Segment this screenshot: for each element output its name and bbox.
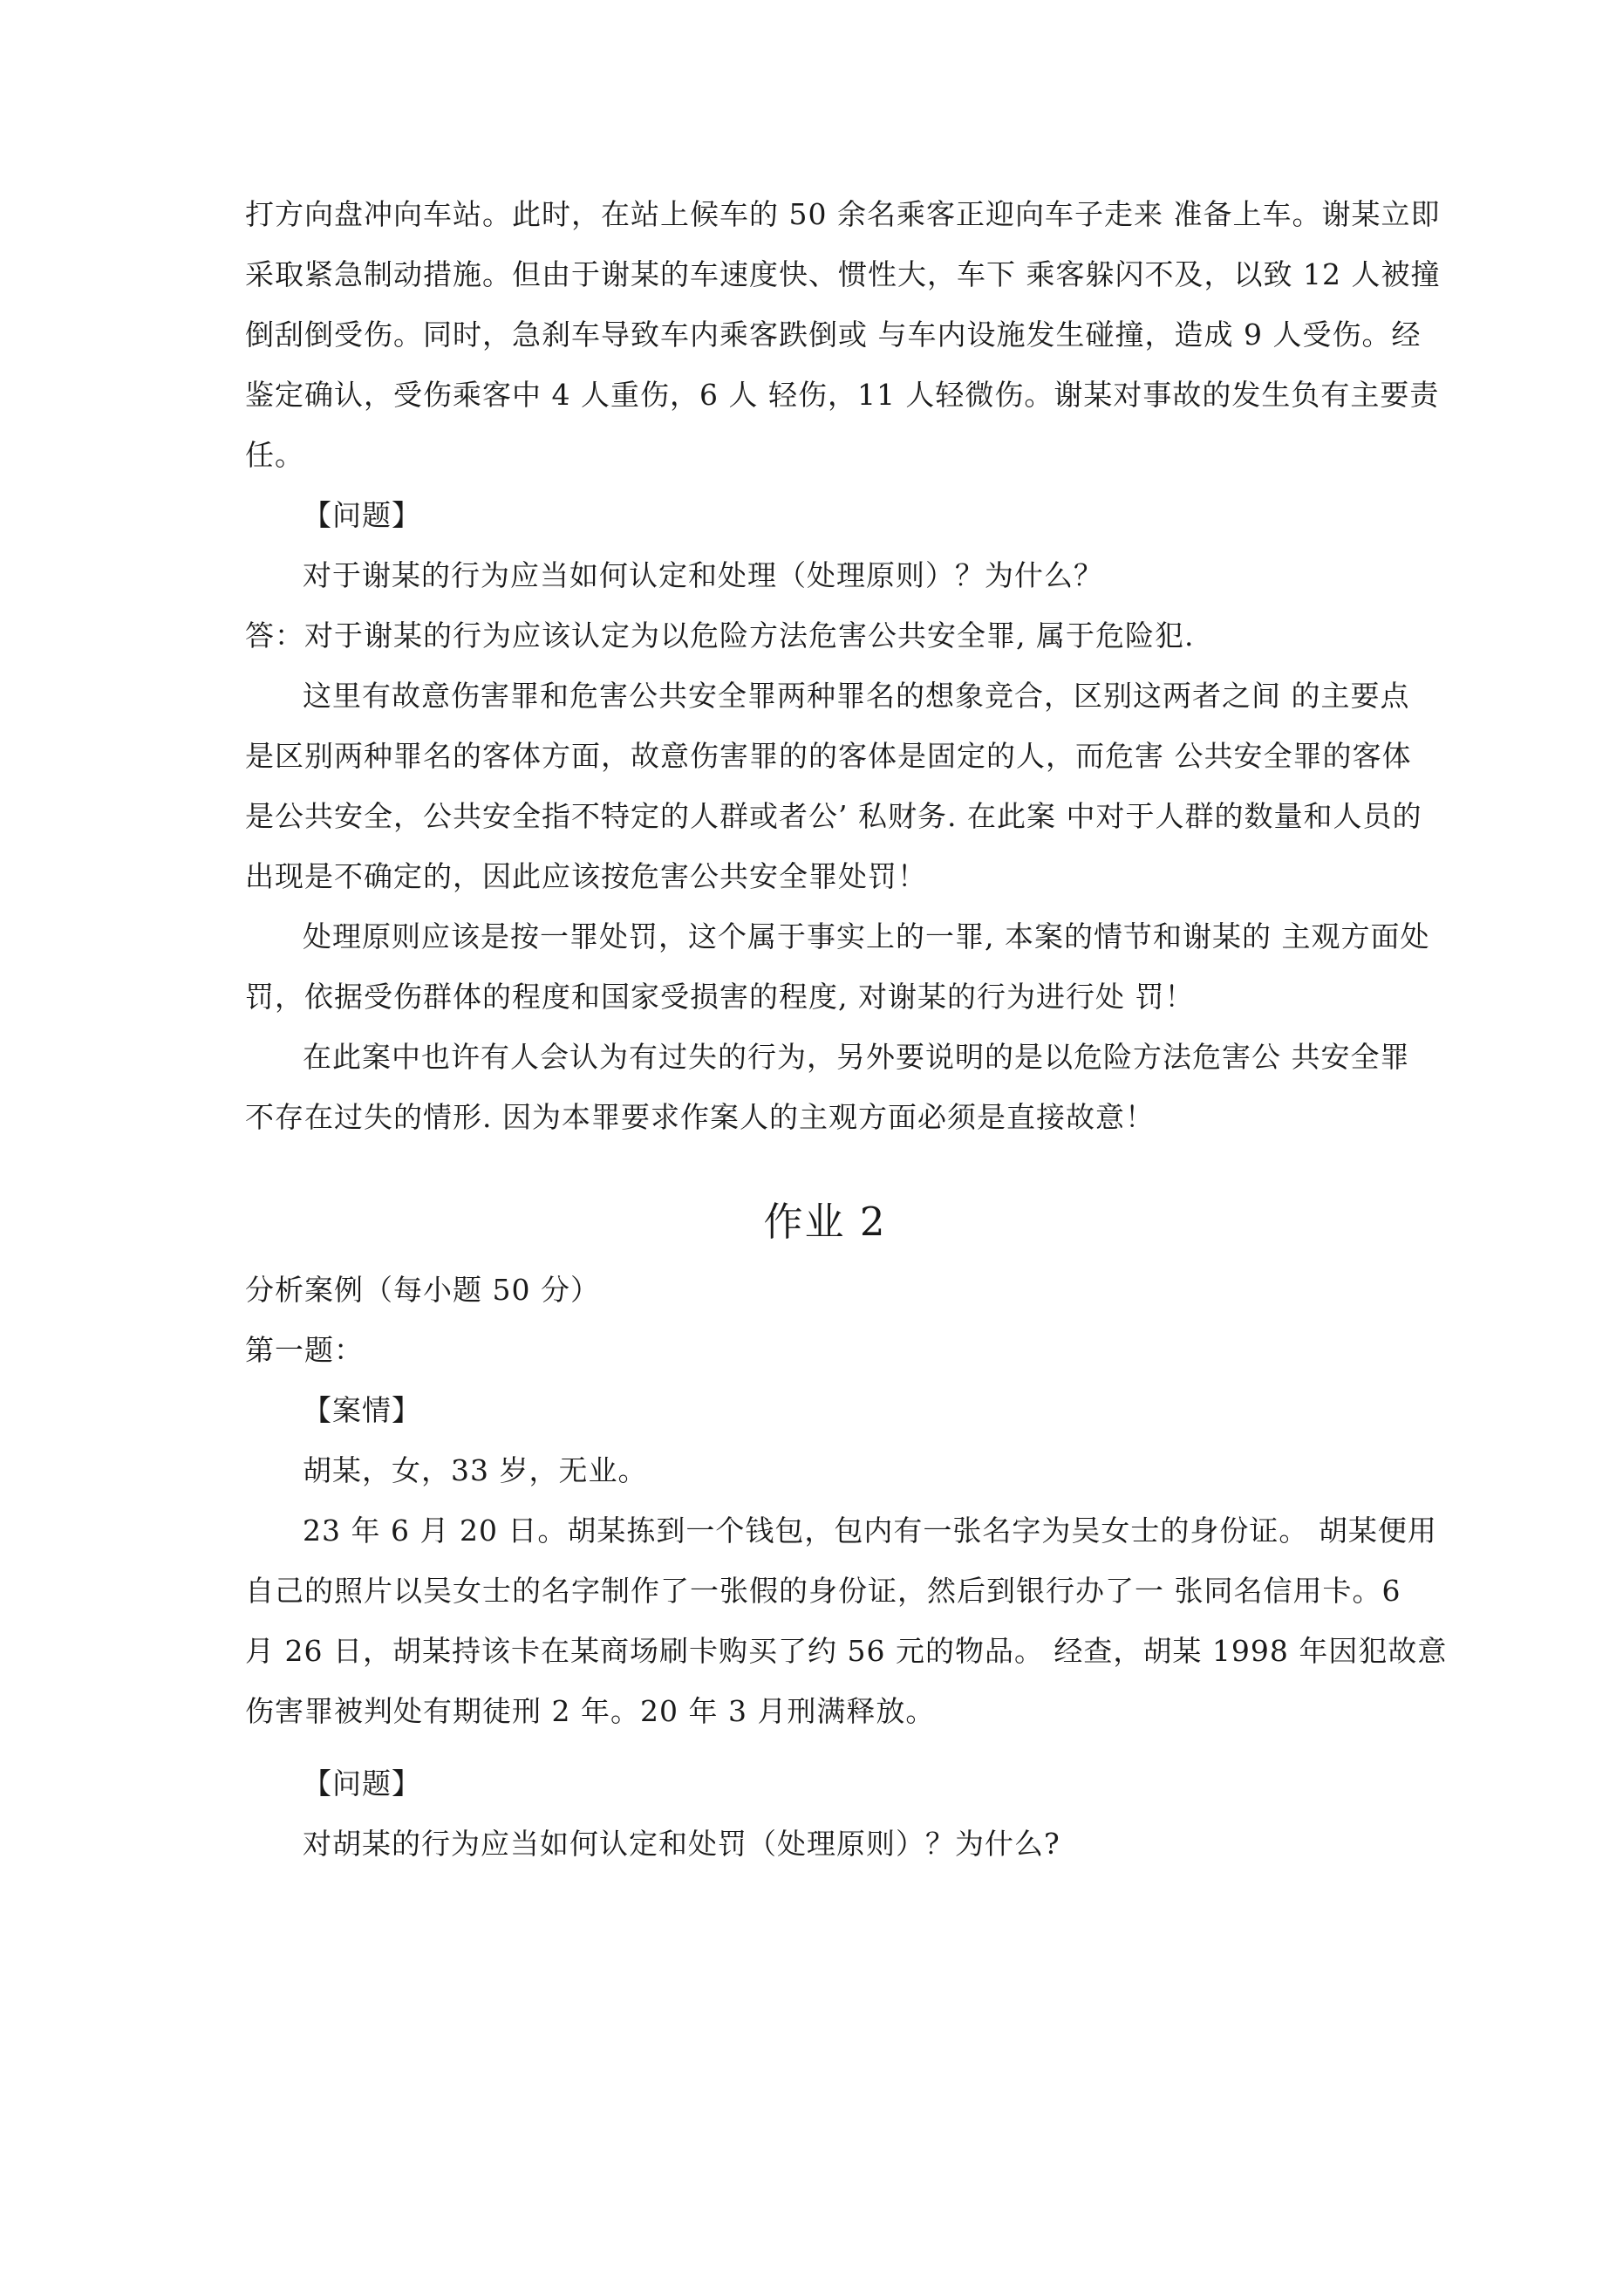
text-line: 自己的照片以吴女士的名字制作了一张假的身份证，然后到银行办了一 张同名信用卡。6	[245, 1574, 1401, 1608]
paragraph-case-2	[245, 1507, 1448, 1736]
text-line: 任。	[245, 438, 304, 472]
paragraph-case-facts	[245, 190, 1441, 480]
text-line: 处理原则应该是按一罪处罚，这个属于事实上的一罪, 本案的情节和谢某的 主观方面处	[303, 919, 1430, 953]
section-title: 作业 2	[763, 1199, 887, 1245]
question-label: 【问题】	[303, 498, 421, 532]
question-text: 对于谢某的行为应当如何认定和处理（处理原则）？为什么？	[303, 558, 1103, 592]
text-line: 23 年 6 月 20 日。胡某拣到一个钱包，包内有一张名字为吴女士的身份证。 胡某便用	[303, 1514, 1437, 1548]
answer-text: 答：对于谢某的行为应该认定为以危险方法危害公共安全罪, 属于危险犯.	[245, 618, 1195, 653]
paragraph-principle	[245, 912, 1430, 1022]
text-line: 鉴定确认，受伤乘客中 4 人重伤，6 人 轻伤，11 人轻微伤。谢某对事故的发生负有主要责	[245, 378, 1440, 412]
text-line: 罚，依据受伤群体的程度和国家受损害的程度, 对谢某的行为进行处 罚！	[245, 980, 1195, 1014]
question-text: 对胡某的行为应当如何认定和处罚（处理原则）？为什么?	[303, 1827, 1060, 1861]
case-label: 【案情】	[303, 1393, 421, 1427]
text-line: 在此案中也许有人会认为有过失的行为，另外要说明的是以危险方法危害公 共安全罪	[303, 1040, 1410, 1074]
text-line: 倒刮倒受伤。同时，急刹车导致车内乘客跌倒或 与车内设施发生碰撞，造成 9 人受伤。经	[245, 318, 1422, 352]
document-page	[245, 190, 1448, 1880]
text-line: 采取紧急制动措施。但由于谢某的车速度快、惯性大，车下 乘客躲闪不及，以致 12 人被撞	[245, 257, 1441, 291]
text-line: 打方向盘冲向车站。此时，在站上候车的 50 余名乘客正迎向车子走来 准备上车。谢某立即	[245, 197, 1441, 231]
text-line: 是区别两种罪名的客体方面，故意伤害罪的的客体是固定的人，而危害 公共安全罪的客体	[245, 739, 1412, 773]
question-label: 【问题】	[303, 1766, 421, 1801]
paragraph-note	[245, 1033, 1410, 1142]
text-line: 不存在过失的情形. 因为本罪要求作案人的主观方面必须是直接故意！	[245, 1100, 1155, 1134]
section-subtitle: 分析案例（每小题 50 分）	[245, 1273, 600, 1307]
paragraph-analysis	[245, 672, 1422, 901]
text-line: 出现是不确定的，因此应该按危害公共安全罪处罚！	[245, 859, 927, 893]
text-line: 月 26 日，胡某持该卡在某商场刷卡购买了约 56 元的物品。 经查，胡某 1998 年因犯故意	[245, 1634, 1448, 1668]
text-line: 这里有故意伤害罪和危害公共安全罪两种罪名的想象竞合，区别这两者之间 的主要点	[303, 679, 1410, 713]
text-line: 伤害罪被判处有期徒刑 2 年。20 年 3 月刑满释放。	[245, 1694, 936, 1728]
text-line: 是公共安全，公共安全指不特定的人群或者公’ 私财务. 在此案 中对于人群的数量和人员的	[245, 799, 1422, 833]
question-number: 第一题：	[245, 1333, 364, 1367]
person-description: 胡某，女，33 岁，无业。	[303, 1453, 648, 1487]
